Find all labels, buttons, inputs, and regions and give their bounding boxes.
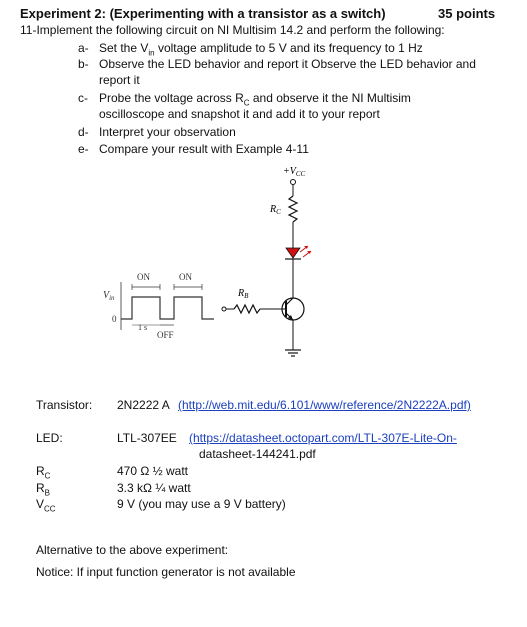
alternative-text: Alternative to the above experiment:: [36, 543, 229, 557]
task-b-letter: b-: [78, 57, 89, 71]
notice-text: Notice: If input function generator is not available: [36, 565, 296, 579]
led-icon: [285, 246, 311, 259]
rc-spec-value: 470 Ω ½ watt: [117, 464, 189, 478]
task-c-text-2: oscilloscope and snapshot it and add it to your report: [99, 107, 380, 121]
task-e-text: Compare your result with Example 4-11: [99, 142, 309, 156]
vcc-spec-label: $V_{CC}$: [36, 497, 56, 514]
task-e-letter: e-: [78, 142, 89, 156]
transistor-value: 2N2222 A: [117, 398, 170, 412]
led-datasheet-link[interactable]: (https://datasheet.octopart.com/LTL-307E-Lite-On-: [189, 431, 457, 445]
rb-resistor: [234, 305, 260, 313]
transistor-datasheet-link[interactable]: (http://web.mit.edu/6.101/www/reference/2N2222A.pdf): [178, 398, 471, 412]
led-value: LTL-307EE: [117, 431, 177, 445]
rc-resistor: [289, 196, 297, 222]
transistor-icon: [282, 295, 304, 320]
ground-icon: [285, 350, 301, 356]
square-wave-input: [103, 272, 214, 340]
task-a-letter: a-: [78, 41, 89, 55]
rb-spec-value: 3.3 kΩ ¼ watt: [117, 481, 191, 495]
task-d-letter: d-: [78, 125, 89, 139]
intro-text: 11-Implement the following circuit on NI Multisim 14.2 and perform the following:: [20, 23, 445, 37]
experiment-title: Experiment 2: (Experimenting with a transistor as a switch): [20, 6, 386, 21]
led-datasheet-link-cont: datasheet-144241.pdf: [199, 447, 316, 461]
task-d-text: Interpret your observation: [99, 125, 236, 139]
rb-label: $R_B$: [238, 288, 249, 300]
vcc-terminal: [291, 180, 296, 185]
off-label: OFF: [157, 330, 174, 340]
task-c-letter: c-: [78, 91, 88, 105]
task-b-text-2: report it: [99, 73, 140, 87]
points-label: 35 points: [438, 6, 496, 21]
period-label: 1 s: [138, 323, 148, 332]
vcc-label: $+V_{CC}$: [283, 166, 306, 178]
rc-label: $R_C$: [270, 204, 281, 216]
task-a-text: Set the $V_{in}$ voltage amplitude to 5 V and its frequency to 1 Hz: [99, 41, 423, 58]
on-label-2: ON: [179, 272, 192, 282]
task-b-text-1: Observe the LED behavior and report it Observe the LED behavior and: [99, 57, 476, 71]
vcc-spec-value: 9 V (you may use a 9 V battery): [117, 497, 286, 511]
input-terminal: [222, 307, 226, 311]
rb-spec-label: $R_B$: [36, 481, 51, 498]
zero-label: 0: [112, 314, 117, 324]
rc-spec-label: $R_C$: [36, 464, 51, 481]
on-label-1: ON: [137, 272, 150, 282]
task-c-text-1: Probe the voltage across $R_C$ and observe it the NI Multisim: [99, 91, 411, 108]
transistor-label: Transistor:: [36, 398, 93, 412]
vin-label: $V_{in}$: [103, 290, 115, 302]
led-label: LED:: [36, 431, 63, 445]
